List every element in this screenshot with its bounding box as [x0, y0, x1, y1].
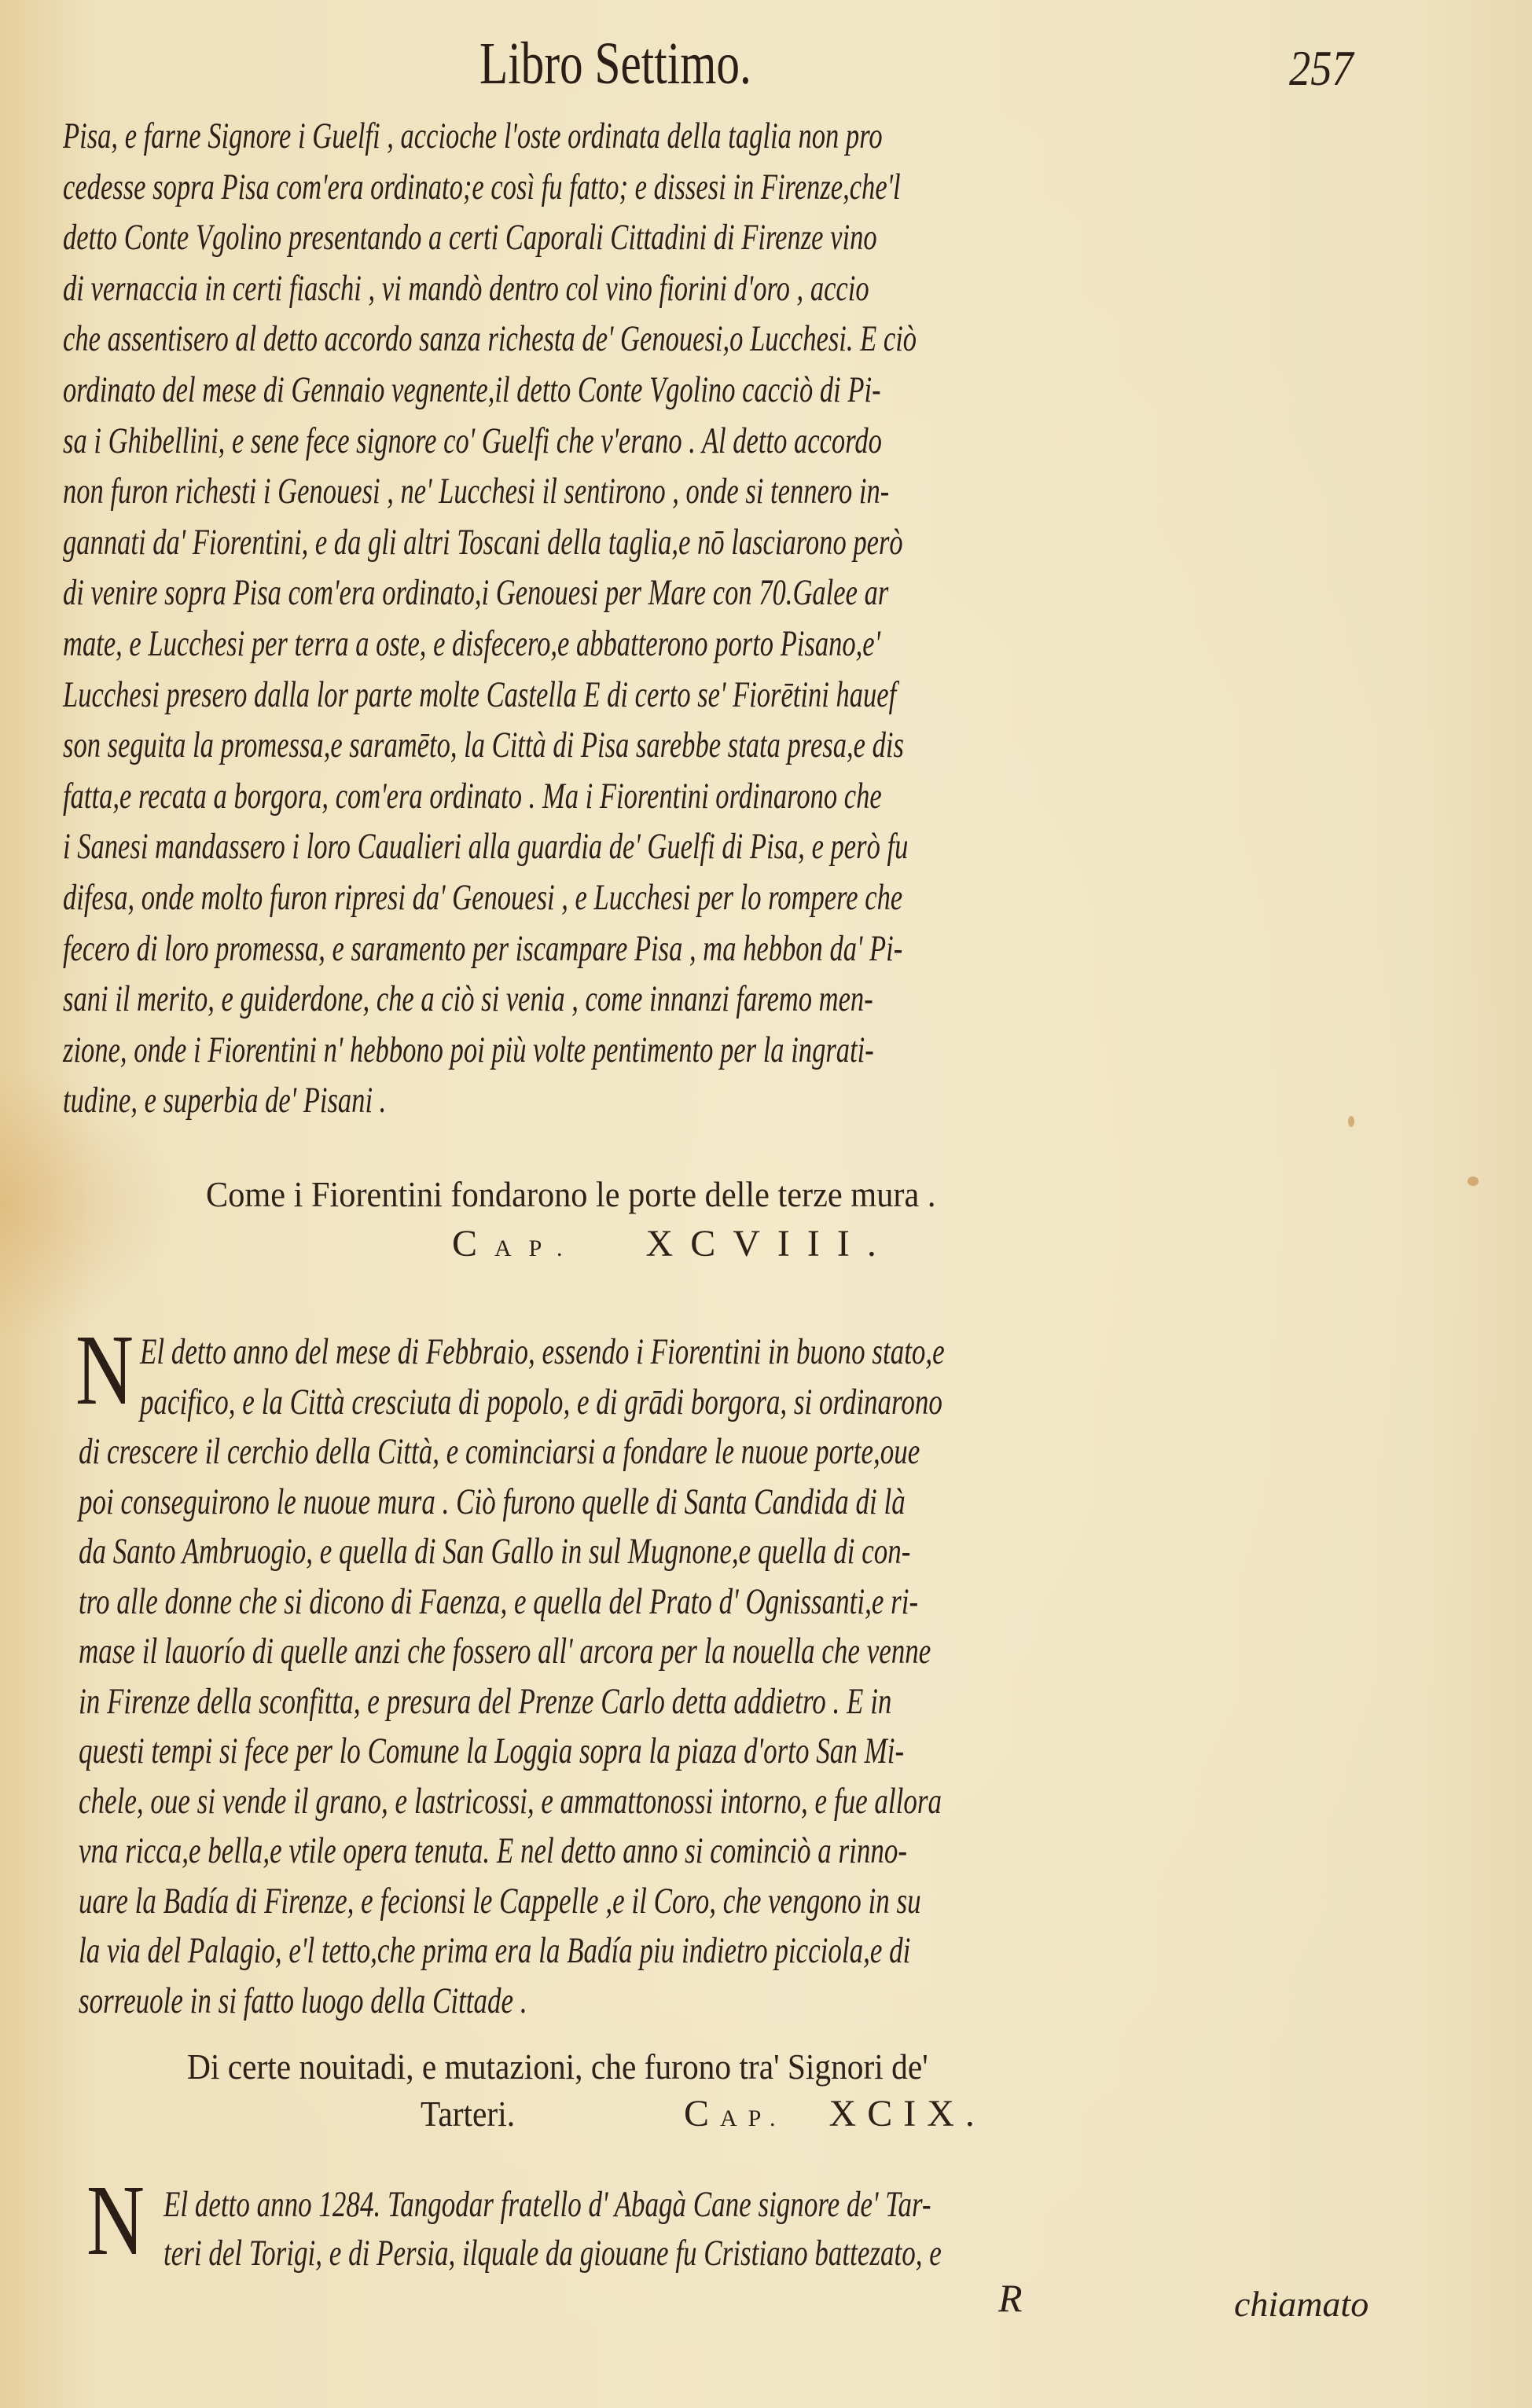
drop-cap-n: N: [75, 1314, 134, 1426]
text-line: non furon richesti i Genouesi , ne' Lucchesi il sentirono , onde si tennero in-: [63, 471, 890, 512]
cap-roman: XCVIII.: [645, 1223, 894, 1265]
page-number: 257: [1289, 40, 1354, 96]
text-line: i Sanesi mandassero i loro Caualieri alla guardia de' Guelfi di Pisa, e però fu: [63, 826, 909, 868]
text-line: di crescere il cerchio della Città, e cominciarsi a fondare le nuoue porte,oue: [79, 1431, 920, 1472]
chapter-98-title: Come i Fiorentini fondarono le porte delle terze mura .: [206, 1174, 936, 1214]
running-head: Libro Settimo.: [479, 31, 751, 97]
text-line: in Firenze della sconfitta, e presura del Prenze Carlo detta addietro . E in: [79, 1680, 892, 1722]
drop-cap-n: N: [86, 2164, 145, 2276]
signature-mark: R: [998, 2276, 1023, 2320]
text-line: di venire sopra Pisa com'era ordinato,i Genouesi per Mare con 70.Galee ar: [63, 572, 889, 614]
text-line: fecero di loro promessa, e saramento per iscampare Pisa , ma hebbon da' Pi-: [63, 927, 903, 969]
text-line: sani il merito, e guiderdone, che a ciò si venia , come innanzi faremo men-: [63, 978, 873, 1020]
text-line: zione, onde i Fiorentini n' hebbono poi più volte pentimento per la ingrati-: [63, 1029, 874, 1070]
chapter-99-title-line2: Tarteri.: [421, 2094, 516, 2134]
text-line: Pisa, e farne Signore i Guelfi , acciochе l'oste ordinata della taglia non pro: [63, 116, 883, 156]
text-line: questi tempi si fece per lo Comune la Loggia sopra la piaza d'orto San Mi-: [79, 1731, 905, 1771]
foxing-stain: [1468, 1176, 1479, 1186]
text-line: da Santo Ambruogio, e quella di San Gallo in sul Mugnone,e quella di con-: [79, 1531, 911, 1572]
text-line: pacifico, e la Città cresciuta di popolo, e di grādi borgora, si ordinarono: [140, 1381, 942, 1422]
cap-small: AP.: [494, 1235, 580, 1261]
text-line: son seguita la promessa,e saramēto, la Città di Pisa sarebbe stata presa,e dis: [63, 725, 904, 766]
text-line: sorreuole in si fatto luogo della Cittade .: [79, 1980, 527, 2021]
chapter-99-number: [684, 2092, 986, 2135]
text-line: detto Conte Vgolino presentando a certi Caporali Cittadini di Firenze vino: [63, 217, 877, 259]
cap-roman: XCIX.: [828, 2093, 986, 2135]
text-line: tudine, e superbia de' Pisani .: [63, 1080, 387, 1121]
text-line: uare la Badía di Firenze, e fecionsi le Cappelle ,e il Coro, che vengono in su: [79, 1880, 921, 1922]
catchword: chiamato: [1234, 2284, 1369, 2324]
chapter-99-title-line1: Di certe nouitadi, e mutazioni, che furono tra' Signori de': [187, 2046, 928, 2087]
text-line: poi conseguirono le nuoue mura . Ciò furono quelle di Santa Candida di là: [79, 1481, 906, 1522]
text-line: El detto anno 1284. Tangodar fratello d' Abagà Cane signore de' Tar-: [163, 2184, 931, 2225]
text-line: cedesse sopra Pisa com'era ordinato;e così fu fatto; e dissesi in Firenze,che'l: [63, 166, 901, 207]
text-line: di vernaccia in certi fiaschi , vi mandò dentro col vino fiorini d'oro , accio: [63, 267, 869, 309]
text-line: che assentisero al detto accordo sanza richesta de' Genouesi,o Lucchesi. E ciò: [63, 318, 917, 360]
chapter-98-number: [452, 1222, 894, 1265]
text-line: vna ricca,e bella,e vtile opera tenuta. E nel detto anno si cominciò a rinno-: [79, 1830, 908, 1871]
text-line: mate, e Lucchesi per terra a oste, e disfecero,e abbatterono porto Pisano,e': [63, 623, 881, 664]
text-line: ordinato del mese di Gennaio vegnente,il detto Conte Vgolino cacciò di Pi-: [63, 369, 881, 410]
text-line: teri del Torigi, e di Persia, ilquale da giouane fu Cristiano battezato, e: [163, 2233, 942, 2274]
text-line: gannati da' Fiorentini, e da gli altri Toscani della taglia,e nō lasciarono però: [63, 521, 903, 563]
text-line: mase il lauorío di quelle anzi che fossero all' arcora per la nouella che venne: [79, 1631, 931, 1672]
text-line: difesa, onde molto furon ripresi da' Genouesi , e Lucchesi per lo rompere che: [63, 877, 903, 918]
text-line: Lucchesi presero dalla lor parte molte Castella E di certo se' Fiorētini hauef: [63, 674, 897, 715]
cap-prefix: C: [684, 2093, 721, 2135]
text-line: tro alle donne che si dicono di Faenza, e quella del Prato d' Ognissanti,e ri-: [79, 1580, 919, 1622]
text-line: sa i Ghibellini, e sene fece signore co' Guelfi che v'erano . Al detto accordo: [63, 420, 882, 461]
text-line: la via del Palagio, e'l tetto,che prima era la Badía piu indietro picciola,e di: [79, 1930, 911, 1971]
text-line: chele, oue si vende il grano, e lastricossi, e ammattonossi intorno, e fue allora: [79, 1780, 942, 1822]
text-line: fatta,e recata a borgora, com'era ordinato . Ma i Fiorentini ordinarono che: [63, 775, 882, 817]
cap-prefix: C: [452, 1223, 495, 1265]
cap-small: AP.: [720, 2105, 787, 2131]
text-line: El detto anno del mese di Febbraio, essendo i Fiorentini in buono stato,e: [140, 1331, 945, 1372]
foxing-stain: [1348, 1116, 1354, 1127]
